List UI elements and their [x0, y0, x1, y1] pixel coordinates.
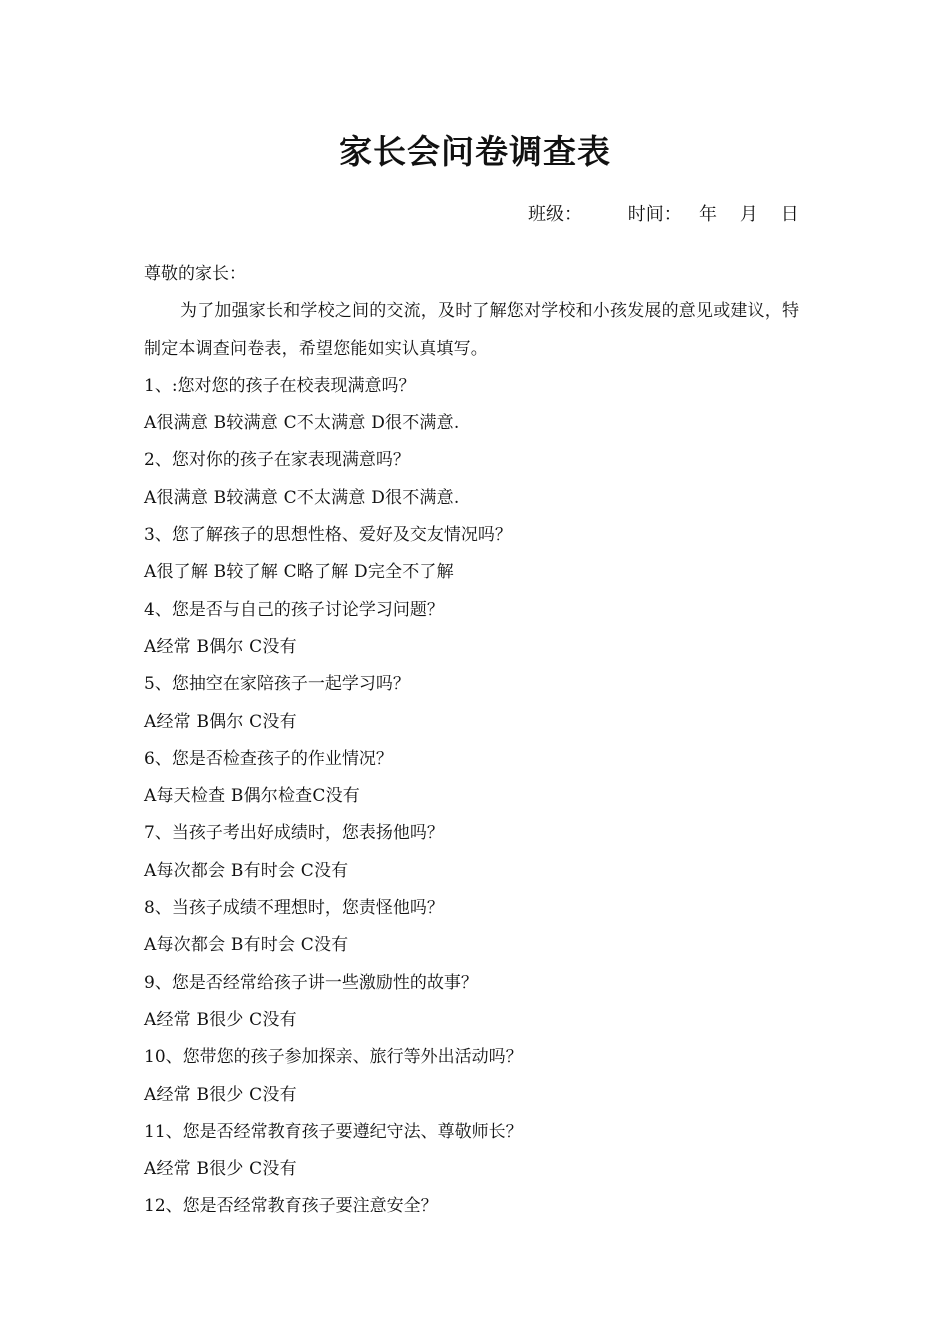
question-6: 6、您是否检查孩子的作业情况？: [144, 748, 393, 769]
month-label: 月: [739, 204, 758, 225]
salutation: 尊敬的家长：: [144, 264, 246, 284]
question-4: 4、您是否与自己的孩子讨论学习问题？: [144, 599, 444, 620]
class-label: 班级：: [528, 204, 582, 225]
meta-line: [528, 200, 799, 226]
options-11: A经常 B很少 C没有: [144, 1159, 297, 1180]
options-1: A很满意 B较满意 C不太满意 D很不满意.: [144, 413, 460, 434]
question-7: 7、当孩子考出好成绩时，您表扬他吗？: [144, 823, 444, 844]
day-label: 日: [780, 204, 799, 225]
options-9: A经常 B很少 C没有: [144, 1009, 297, 1030]
options-8: A每次都会 B有时会 C没有: [144, 935, 349, 956]
question-1: 1、:您对您的孩子在校表现满意吗？: [144, 375, 416, 396]
page-title: 家长会问卷调查表: [339, 132, 611, 171]
question-8: 8、当孩子成绩不理想时，您责怪他吗？: [144, 898, 444, 919]
year-label: 年: [698, 204, 717, 225]
intro-paragraph: 为了加强家长和学校之间的交流，及时了解您对学校和小孩发展的意见或建议，特制定本调查问卷表，希望您能如实认真填写。: [144, 301, 800, 359]
options-4: A经常 B偶尔 C没有: [144, 636, 297, 657]
options-5: A经常 B偶尔 C没有: [144, 711, 297, 732]
question-3: 3、您了解孩子的思想性格、爱好及交友情况吗？: [144, 525, 512, 546]
question-10: 10、您带您的孩子参加探亲、旅行等外出活动吗？: [144, 1047, 523, 1068]
options-6: A每天检查 B偶尔检查C没有: [144, 786, 360, 807]
question-12: 12、您是否经常教育孩子要注意安全？: [144, 1196, 438, 1217]
document-body: [144, 262, 814, 1232]
question-2: 2、您对你的孩子在家表现满意吗？: [144, 450, 410, 471]
options-7: A每次都会 B有时会 C没有: [144, 860, 349, 881]
question-5: 5、您抽空在家陪孩子一起学习吗？: [144, 674, 410, 695]
time-label: 时间：: [627, 204, 682, 225]
options-10: A经常 B很少 C没有: [144, 1084, 297, 1105]
question-11: 11、您是否经常教育孩子要遵纪守法、尊敬师长？: [144, 1121, 523, 1142]
question-9: 9、您是否经常给孩子讲一些激励性的故事？: [144, 972, 478, 993]
options-2: A很满意 B较满意 C不太满意 D很不满意.: [144, 487, 460, 508]
options-3: A很了解 B较了解 C略了解 D完全不了解: [144, 562, 454, 583]
